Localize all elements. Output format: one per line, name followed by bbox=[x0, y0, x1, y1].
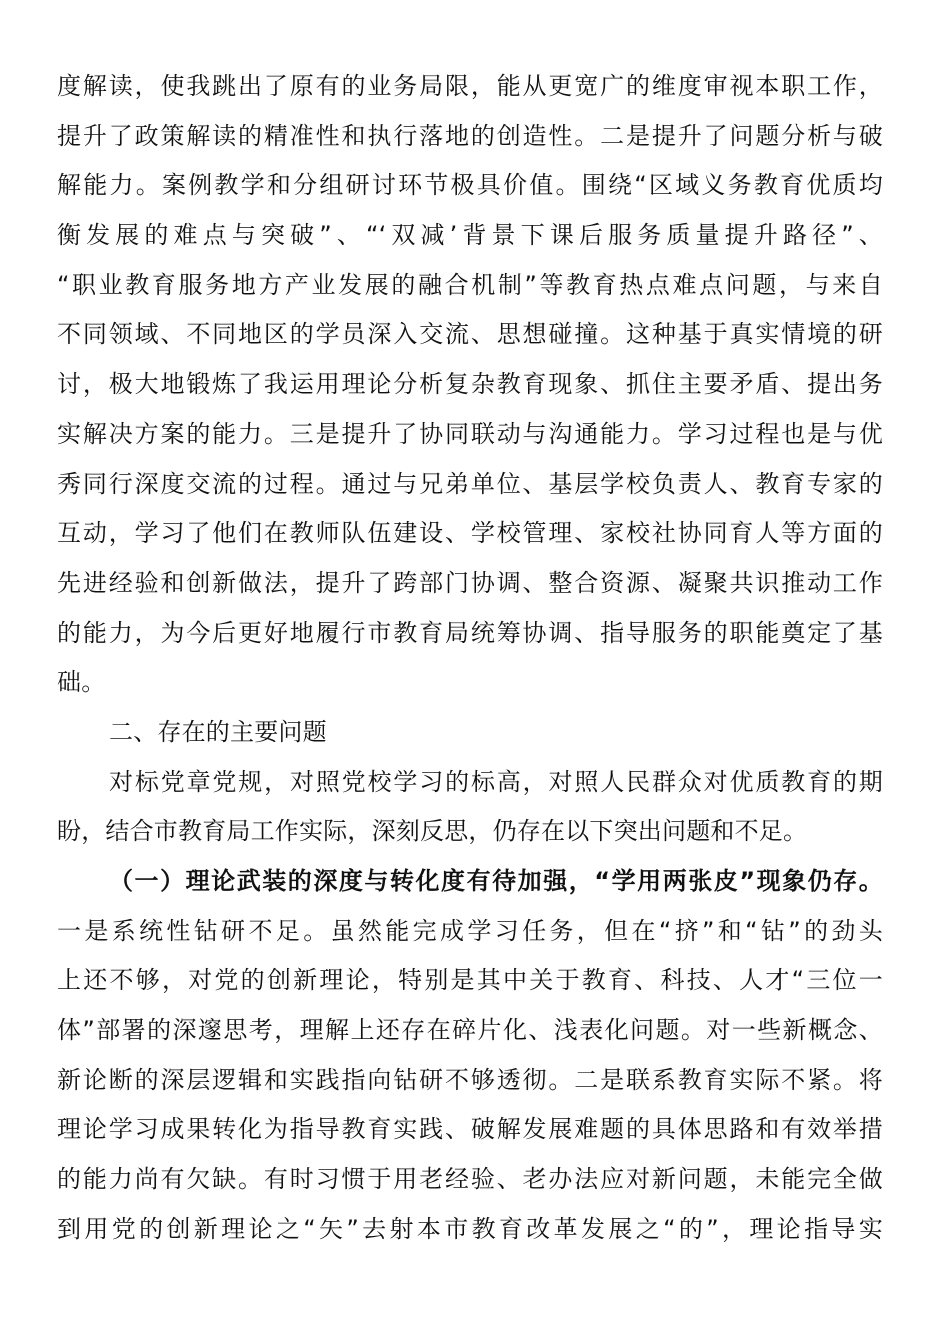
text-line: 一是系统性钻研不足。虽然能完成学习任务，但在“挤”和“钻”的劲头 bbox=[57, 916, 883, 945]
section-heading: 二、存在的主要问题 bbox=[109, 717, 327, 746]
text-line: 实解决方案的能力。三是提升了协同联动与沟通能力。学习过程也是与优 bbox=[57, 419, 883, 448]
text-line: 础。 bbox=[57, 668, 106, 697]
document-page bbox=[57, 62, 883, 1255]
text-line: 的能力，为今后更好地履行市教育局统筹协调、指导服务的职能奠定了基 bbox=[57, 618, 883, 647]
text-line: 体”部署的深邃思考，理解上还存在碎片化、浅表化问题。对一些新概念、 bbox=[57, 1016, 883, 1045]
text-line: 秀同行深度交流的过程。通过与兄弟单位、基层学校负责人、教育专家的 bbox=[57, 469, 883, 498]
subsection-heading: （一）理论武装的深度与转化度有待加强，“学用两张皮”现象仍存。 bbox=[109, 867, 883, 895]
text-line: “职业教育服务地方产业发展的融合机制”等教育热点难点问题，与来自 bbox=[57, 270, 883, 299]
text-line: 上还不够，对党的创新理论，特别是其中关于教育、科技、人才“三位一 bbox=[57, 966, 883, 995]
text-line: 互动，学习了他们在教师队伍建设、学校管理、家校社协同育人等方面的 bbox=[57, 519, 883, 548]
text-line: 理论学习成果转化为指导教育实践、破解发展难题的具体思路和有效举措 bbox=[57, 1115, 883, 1144]
text-line: 新论断的深层逻辑和实践指向钻研不够透彻。二是联系教育实际不紧。将 bbox=[57, 1065, 883, 1094]
text-line: 不同领域、不同地区的学员深入交流、思想碰撞。这种基于真实情境的研 bbox=[57, 320, 883, 349]
text-line: 对标党章党规，对照党校学习的标高，对照人民群众对优质教育的期 bbox=[109, 767, 883, 796]
text-line: 盼，结合市教育局工作实际，深刻反思，仍存在以下突出问题和不足。 bbox=[57, 817, 808, 846]
text-line: 讨，极大地锻炼了我运用理论分析复杂教育现象、抓住主要矛盾、提出务 bbox=[57, 370, 883, 399]
paragraph-policy-capabilities bbox=[57, 62, 883, 708]
text-line: 到用党的创新理论之“矢”去射本市教育改革发展之“的”，理论指导实 bbox=[57, 1214, 883, 1243]
paragraph-theory-study-problems bbox=[57, 907, 883, 1255]
text-line: 度解读，使我跳出了原有的业务局限，能从更宽广的维度审视本职工作， bbox=[57, 72, 883, 100]
text-line: 衡发展的难点与突破”、“‘双减’背景下课后服务质量提升路径”、 bbox=[57, 221, 883, 250]
text-line: 的能力尚有欠缺。有时习惯于用老经验、老办法应对新问题，未能完全做 bbox=[57, 1165, 883, 1194]
text-line: 提升了政策解读的精准性和执行落地的创造性。二是提升了问题分析与破 bbox=[57, 121, 883, 150]
paragraph-reflection-intro bbox=[57, 758, 883, 857]
text-line: 解能力。案例教学和分组研讨环节极具价值。围绕“区域义务教育优质均 bbox=[57, 171, 883, 200]
text-line: 先进经验和创新做法，提升了跨部门协调、整合资源、凝聚共识推动工作 bbox=[57, 568, 883, 597]
